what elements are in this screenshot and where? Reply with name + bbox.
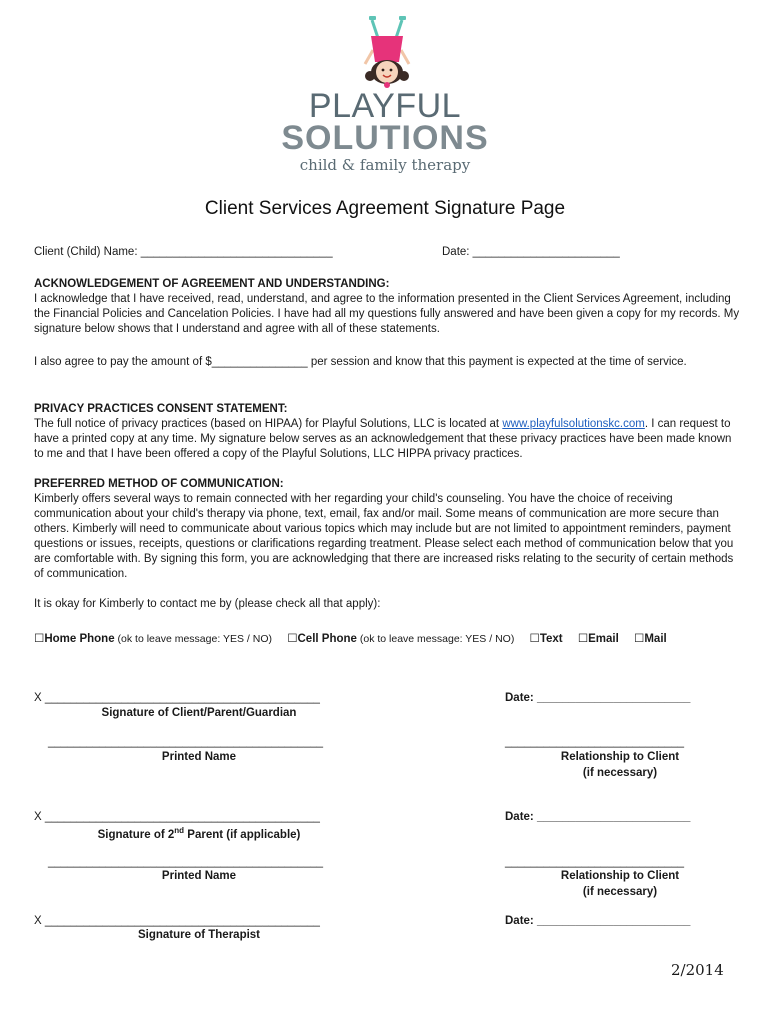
communication-heading: PREFERRED METHOD OF COMMUNICATION: [34, 478, 284, 490]
logo-child-illustration [361, 14, 413, 94]
page-title: Client Services Agreement Signature Page [204, 198, 566, 219]
printed-name-line-1[interactable]: ___________________________________________ [48, 736, 324, 748]
relationship-line-2[interactable]: ____________________________ [505, 856, 685, 868]
privacy-heading: PRIVACY PRACTICES CONSENT STATEMENT: [34, 403, 288, 415]
client-date-field[interactable]: Date: _______________________ [442, 246, 620, 258]
acknowledgement-section [34, 277, 744, 337]
option-label: Mail [644, 633, 667, 645]
form-version: 2/2014 [671, 961, 724, 979]
privacy-section [34, 402, 744, 462]
signature-client-line[interactable]: X ___________________________________________ [34, 692, 320, 704]
privacy-text-1: The full notice of privacy practices (based on HIPAA) for Playful Solutions, LLC is located at [34, 418, 503, 430]
privacy-text-2: . I can request to have a printed copy at any time. My signature below serves as an acknowledgement that these privacy practices have been made known to me and that I have been offered a copy of the Playful Solutions, LLC HIPPA privacy practices. [34, 418, 732, 460]
printed-name-caption-1: Printed Name [161, 751, 237, 763]
communication-section [34, 477, 744, 582]
signature-client-caption: Signature of Client/Parent/Guardian [101, 707, 297, 719]
if-necessary-caption-2: (if necessary) [582, 886, 658, 898]
signature-therapist-line[interactable]: X ___________________________________________ [34, 915, 320, 927]
option-label: Text [539, 633, 563, 645]
payment-statement: I also agree to pay the amount of $_______________ per session and know that this payment is expected at the time of service. [34, 356, 687, 368]
option-label: Email [588, 633, 619, 645]
signature-second-parent-line[interactable]: X ___________________________________________ [34, 811, 320, 823]
acknowledgement-heading: ACKNOWLEDGEMENT OF AGREEMENT AND UNDERSTANDING: [34, 278, 390, 290]
contact-options [34, 631, 754, 645]
checkbox-icon[interactable]: ☐ [634, 633, 645, 645]
option-label: Home Phone [44, 633, 115, 645]
checkbox-icon[interactable]: ☐ [34, 633, 45, 645]
contact-prompt: It is okay for Kimberly to contact me by (please check all that apply): [34, 598, 381, 610]
caption-superscript: nd [174, 826, 185, 835]
privacy-body [34, 417, 744, 462]
printed-name-line-2[interactable]: ___________________________________________ [48, 856, 324, 868]
option-note: (ok to leave message: YES / NO) [114, 633, 272, 645]
relationship-caption-1: Relationship to Client [560, 751, 680, 763]
option-note: (ok to leave message: YES / NO) [356, 633, 515, 645]
logo-text-solutions: SOLUTIONS [281, 119, 489, 157]
option-email[interactable] [578, 633, 619, 645]
client-name-field[interactable]: Client (Child) Name: ______________________________ [34, 246, 333, 258]
caption-part: Parent (if applicable) [184, 828, 301, 841]
date-line-3[interactable]: Date: ________________________ [505, 915, 691, 927]
option-text[interactable] [530, 633, 563, 645]
if-necessary-caption-1: (if necessary) [582, 767, 658, 779]
date-line-2[interactable]: Date: ________________________ [505, 811, 691, 823]
option-cell-phone[interactable] [287, 633, 514, 645]
caption-part: Signature of 2 [97, 828, 175, 841]
website-link[interactable]: www.playfulsolutionskc.com [502, 418, 645, 430]
logo-text-playful: PLAYFUL [308, 87, 462, 125]
option-label: Cell Phone [297, 633, 357, 645]
checkbox-icon[interactable]: ☐ [577, 633, 589, 645]
relationship-line-1[interactable]: ____________________________ [505, 736, 685, 748]
relationship-caption-2: Relationship to Client [560, 870, 680, 882]
logo-tagline: child & family therapy [299, 156, 471, 174]
date-line-1[interactable]: Date: ________________________ [505, 692, 691, 704]
checkbox-icon[interactable]: ☐ [529, 633, 540, 645]
signature-second-parent-caption [44, 826, 354, 841]
signature-therapist-caption: Signature of Therapist [137, 929, 261, 941]
checkbox-icon[interactable]: ☐ [287, 633, 298, 645]
option-mail[interactable] [634, 633, 667, 645]
printed-name-caption-2: Printed Name [161, 870, 237, 882]
acknowledgement-body: I acknowledge that I have received, read, understand, and agree to the information presented in the Client Services Agreement, including the Financial Policies and Cancelation Policies. I have had all my questions fully answered and have been given a copy for my records. My signature below shows that I understand and agree with all of these statements. [34, 293, 740, 335]
communication-body: Kimberly offers several ways to remain connected with her regarding your child's counseling. You have the choice of receiving communication about your child's therapy via phone, text, email, fax and/or mail. Some means of communication are more secure than others. Kimberly will need to communicate about various topics which may include but are not limited to appointment reminders, payment questions or issues, receipts, questions or clarifications regarding treatment. Please select each method of communication below that you are comfortable with. By signing this form, you are acknowledging that there are increased risks relating to the security of certain methods of communication. [34, 493, 734, 580]
option-home-phone[interactable] [34, 633, 272, 645]
